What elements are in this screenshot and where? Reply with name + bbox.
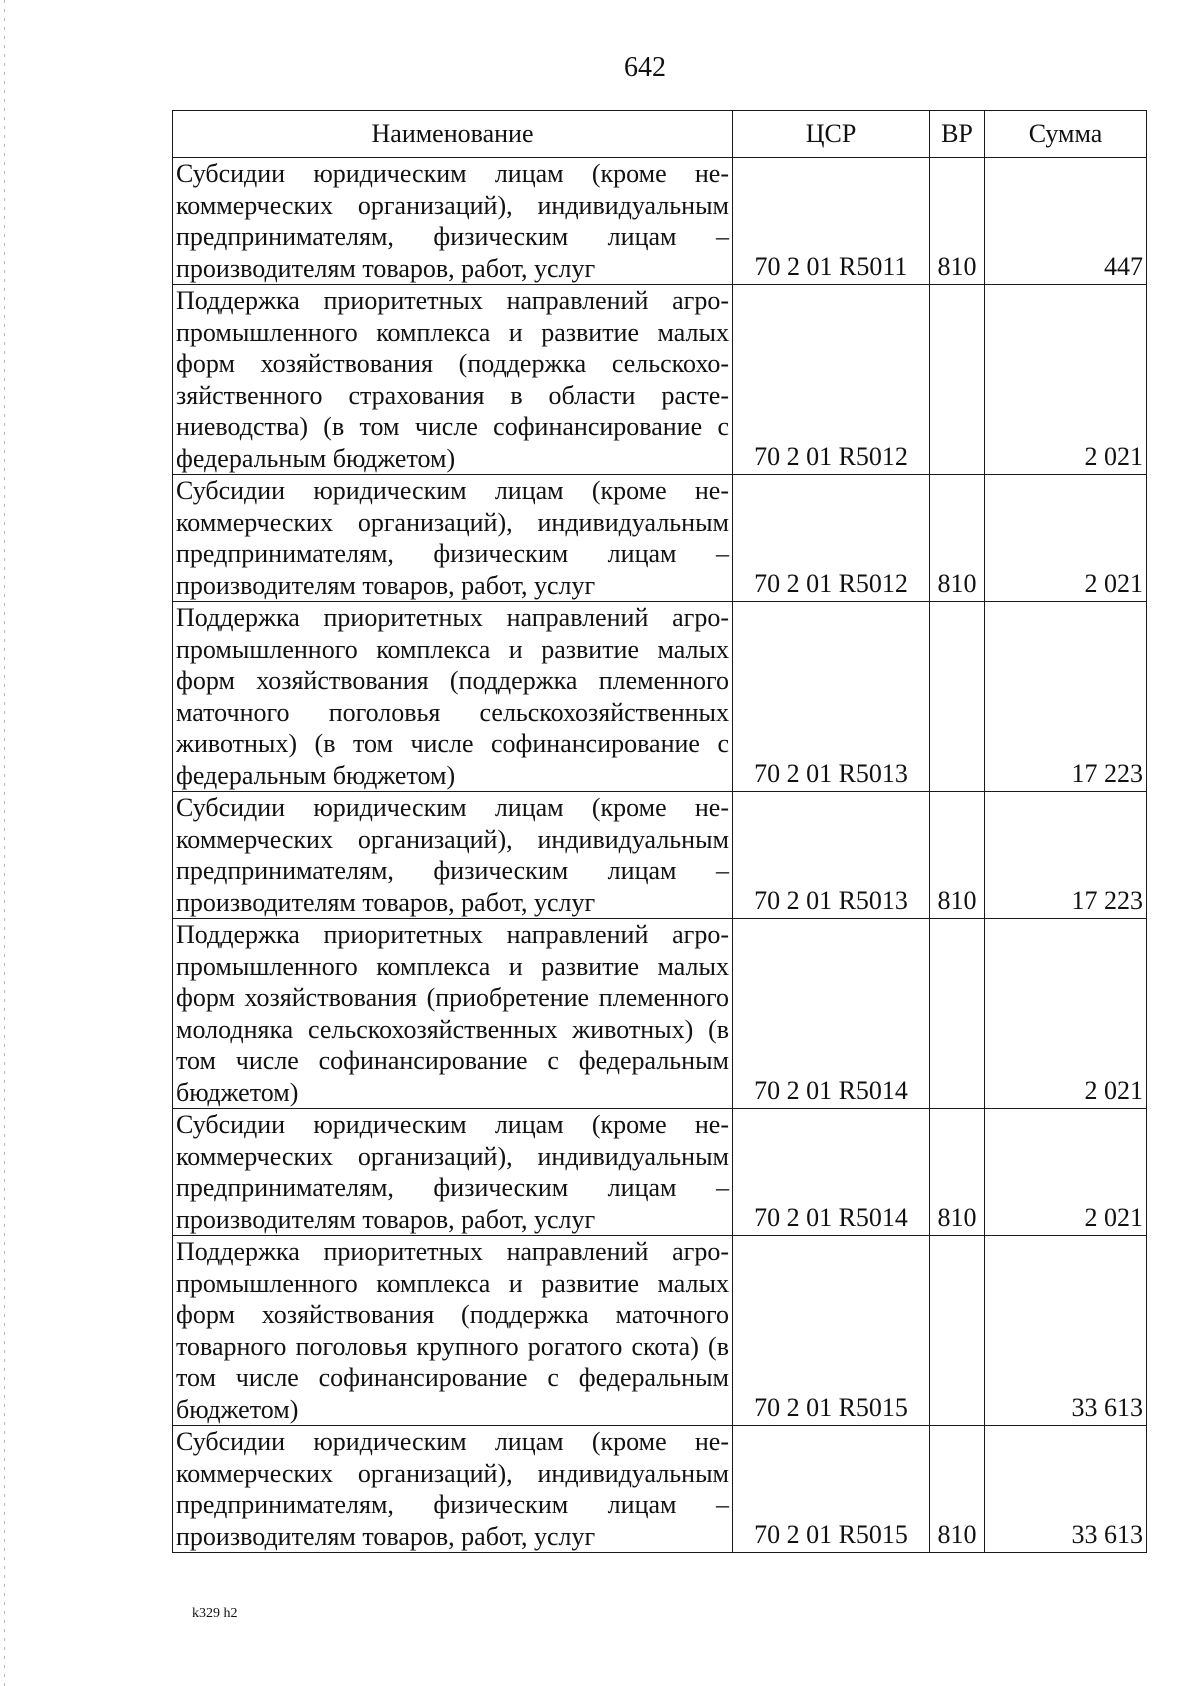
row-vr [930, 1236, 985, 1426]
table-header [173, 111, 1147, 158]
row-sum: 33 613 [985, 1236, 1147, 1426]
table-row [173, 602, 1147, 792]
table-row [173, 285, 1147, 475]
row-sum: 2 021 [985, 1109, 1147, 1236]
table-body [173, 158, 1147, 1553]
header-csr: ЦСР [733, 111, 930, 158]
table-header-row [173, 111, 1147, 158]
row-csr: 70 2 01 R5014 [733, 1109, 930, 1236]
row-sum: 17 223 [985, 792, 1147, 919]
row-vr [930, 285, 985, 475]
footer-code: k329 h2 [192, 1606, 238, 1621]
row-sum: 2 021 [985, 285, 1147, 475]
table-row [173, 1236, 1147, 1426]
table-row [173, 158, 1147, 285]
row-sum: 17 223 [985, 602, 1147, 792]
row-sum: 2 021 [985, 919, 1147, 1109]
row-name: Субсидии юридическим лицам (кроме некоммерческих организаций), индивидуальным предпринимателям, физическим лицам – производителям товаров, работ, услуг [173, 1426, 733, 1553]
header-sum: Сумма [985, 111, 1147, 158]
row-csr: 70 2 01 R5013 [733, 792, 930, 919]
row-csr: 70 2 01 R5015 [733, 1236, 930, 1426]
header-name: Наименование [173, 111, 733, 158]
row-vr: 810 [930, 475, 985, 602]
row-sum: 447 [985, 158, 1147, 285]
row-vr: 810 [930, 1426, 985, 1553]
page-number: 642 [624, 52, 666, 83]
row-name: Субсидии юридическим лицам (кроме некоммерческих организаций), индивидуальным предпринимателям, физическим лицам – производителям товаров, работ, услуг [173, 158, 733, 285]
row-name: Субсидии юридическим лицам (кроме некоммерческих организаций), индивидуальным предпринимателям, физическим лицам – производителям товаров, работ, услуг [173, 792, 733, 919]
row-csr: 70 2 01 R5012 [733, 475, 930, 602]
row-csr: 70 2 01 R5011 [733, 158, 930, 285]
row-name: Поддержка приоритетных направлений агропромышленного комплекса и развитие малых форм хозяйствования (поддержка маточного товарного поголовья крупного рогатого скота) (в том числе софинансирование с федеральным бюджетом) [173, 1236, 733, 1426]
row-csr: 70 2 01 R5013 [733, 602, 930, 792]
row-name: Поддержка приоритетных направлений агропромышленного комплекса и развитие малых форм хозяйствования (приобретение племенного молодняка сельскохозяйственных животных) (в том числе софинансирование с федеральным бюджетом) [173, 919, 733, 1109]
row-name: Субсидии юридическим лицам (кроме некоммерческих организаций), индивидуальным предпринимателям, физическим лицам – производителям товаров, работ, услуг [173, 1109, 733, 1236]
row-csr: 70 2 01 R5012 [733, 285, 930, 475]
header-vr: ВР [930, 111, 985, 158]
row-vr [930, 602, 985, 792]
row-name: Субсидии юридическим лицам (кроме некоммерческих организаций), индивидуальным предпринимателям, физическим лицам – производителям товаров, работ, услуг [173, 475, 733, 602]
row-csr: 70 2 01 R5015 [733, 1426, 930, 1553]
row-vr: 810 [930, 792, 985, 919]
row-csr: 70 2 01 R5014 [733, 919, 930, 1109]
row-sum: 33 613 [985, 1426, 1147, 1553]
row-name: Поддержка приоритетных направлений агропромышленного комплекса и развитие малых форм хозяйствования (поддержка племенного маточного поголовья сельскохозяйственных животных) (в том числе софинансирование с федеральным бюджетом) [173, 602, 733, 792]
table-row [173, 792, 1147, 919]
table-row [173, 1109, 1147, 1236]
row-sum: 2 021 [985, 475, 1147, 602]
row-vr [930, 919, 985, 1109]
row-name: Поддержка приоритетных направлений агропромышленного комплекса и развитие малых форм хозяйствования (поддержка сельскохозяйственного страхования в области растениеводства) (в том числе софинансирование с федеральным бюджетом) [173, 285, 733, 475]
scan-edge-marks [4, 0, 5, 1686]
budget-table [172, 110, 1147, 1553]
table-row [173, 1426, 1147, 1553]
row-vr: 810 [930, 1109, 985, 1236]
table-row [173, 919, 1147, 1109]
row-vr: 810 [930, 158, 985, 285]
table-row [173, 475, 1147, 602]
